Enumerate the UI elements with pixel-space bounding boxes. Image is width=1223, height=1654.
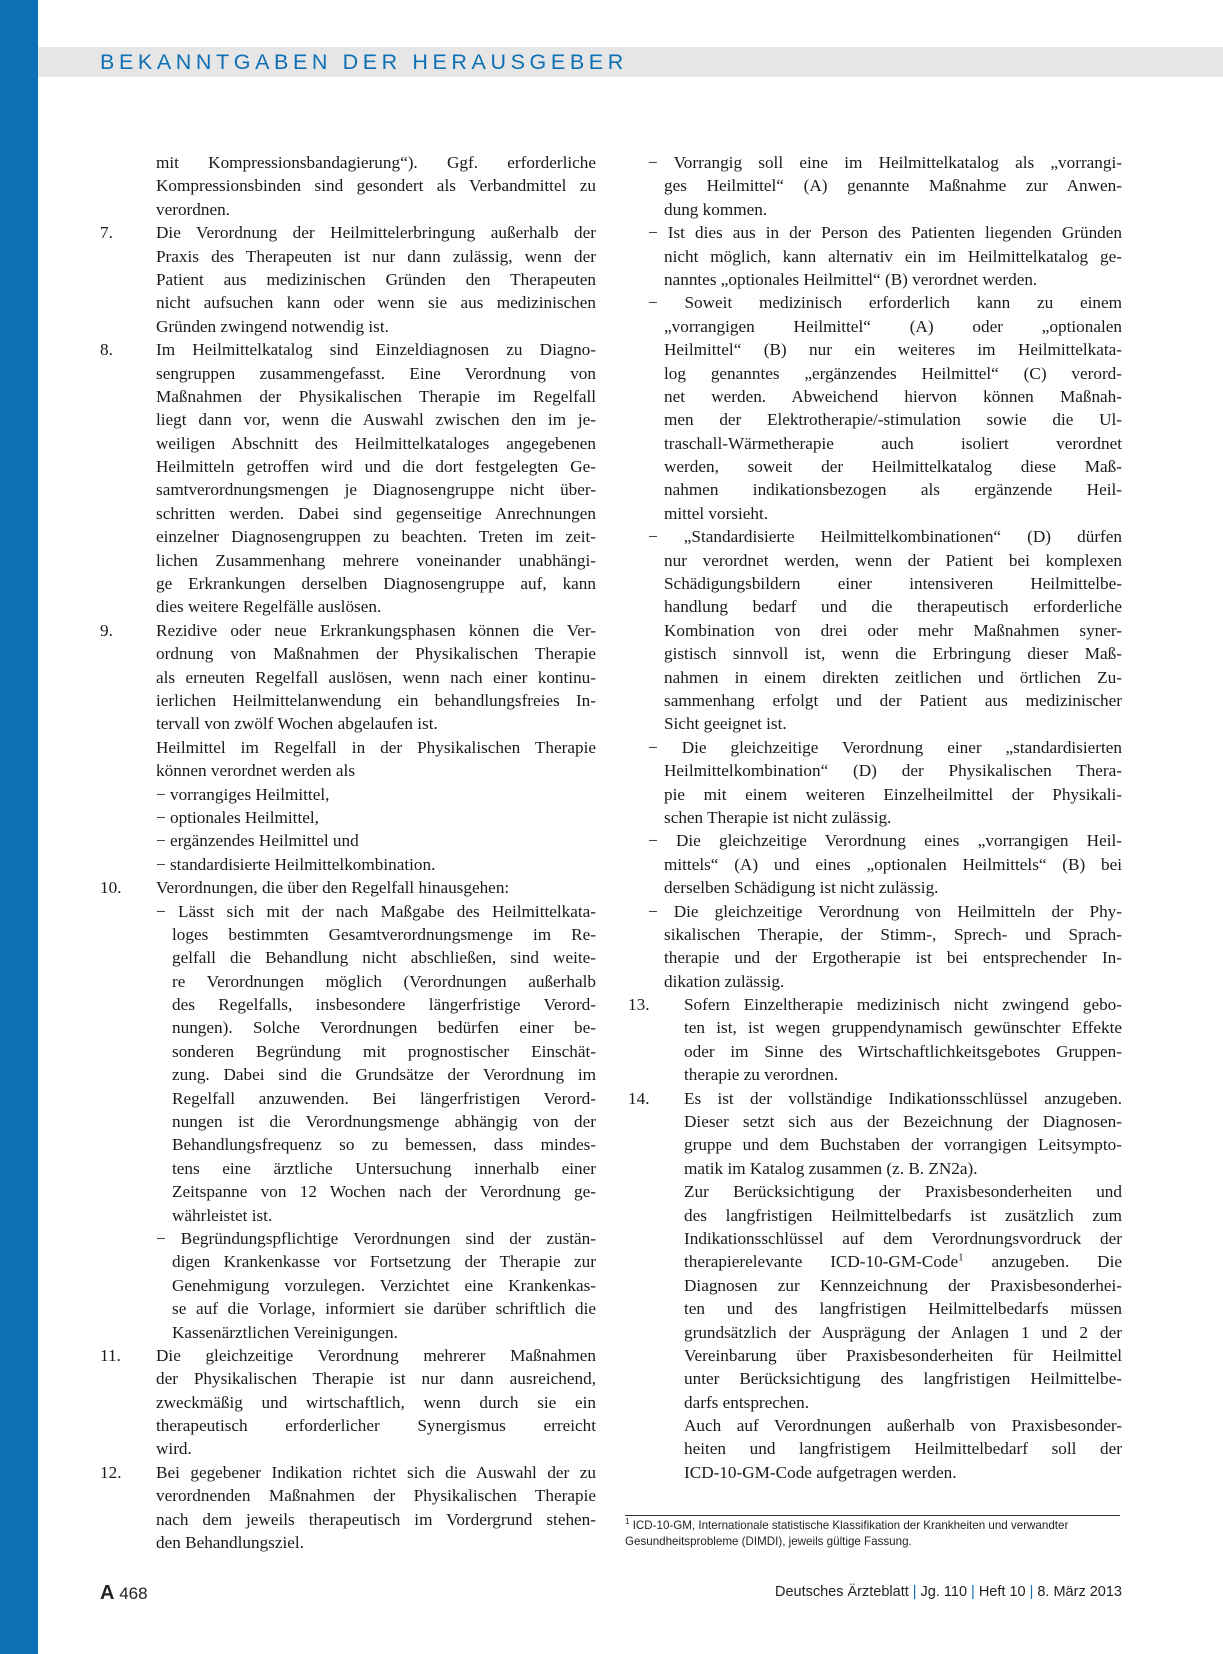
- journal-date: 8. März 2013: [1037, 1584, 1122, 1600]
- text-line: [628, 1180, 1122, 1203]
- line-text: nahmen indikationsbezogen als ergänzende Heil-: [664, 480, 1122, 500]
- line-text: zung. Dabei sind die Grundsätze der Verordnung im: [172, 1065, 596, 1085]
- text-line: [628, 642, 1122, 665]
- text-line: [628, 712, 1122, 735]
- text-line: [100, 1063, 596, 1086]
- text-line: [100, 1508, 596, 1531]
- text-line: [628, 759, 1122, 782]
- text-line: [100, 1367, 596, 1390]
- text-line: [100, 783, 596, 806]
- line-text: Diagnosen zur Kennzeichnung der Praxisbesonderhei-: [684, 1275, 1122, 1295]
- line-text: ten und des langfristigen Heilmittelbedarfs müssen: [684, 1299, 1122, 1319]
- text-line: [628, 1274, 1122, 1297]
- line-text: dung kommen.: [664, 199, 768, 219]
- line-text: − Vorrangig soll eine im Heilmittelkatalog als „vorrangi-: [648, 153, 1122, 172]
- item-number: 11.: [100, 1345, 121, 1365]
- line-text: verordnenden Maßnahmen der Physikalischen Therapie: [156, 1486, 596, 1506]
- line-text: Die gleichzeitige Verordnung mehrerer Maßnahmen: [156, 1345, 596, 1365]
- line-text: − Begründungspflichtige Verordnungen sind der zustän-: [156, 1228, 596, 1248]
- line-text: Indikationsschlüssel auf dem Verordnungsvordruck der: [684, 1228, 1122, 1248]
- text-line: [628, 619, 1122, 642]
- item-number: 7.: [100, 223, 113, 243]
- text-line: [100, 1087, 596, 1110]
- line-text: Kombination von drei oder mehr Maßnahmen syner-: [664, 620, 1122, 640]
- line-text: weiligen Abschnitt des Heilmittelkataloges angegebenen: [156, 433, 596, 453]
- item-number: 8.: [100, 340, 113, 360]
- line-text: re Verordnungen möglich (Verordnungen außerhalb: [172, 971, 596, 991]
- text-line: [628, 1391, 1122, 1414]
- line-text: schritten werden. Dabei sind gegenseitige Anrechnungen: [156, 503, 596, 523]
- text-line: [628, 315, 1122, 338]
- line-text: therapie zu verordnen.: [684, 1065, 839, 1085]
- left-column: [100, 151, 596, 1554]
- text-line: [100, 642, 596, 665]
- text-line: [100, 736, 596, 759]
- text-line: [100, 806, 596, 829]
- line-text: Heilmittel im Regelfall in der Physikalischen Therapie: [156, 737, 596, 757]
- page-prefix: A: [100, 1582, 115, 1604]
- line-text: se auf die Vorlage, informiert sie darüber schriftlich die: [172, 1299, 596, 1319]
- text-line: [100, 362, 596, 385]
- text-line: [100, 689, 596, 712]
- text-line: [100, 666, 596, 689]
- text-line: [100, 712, 596, 735]
- line-text: ordnung von Maßnahmen der Physikalischen Therapie: [156, 644, 596, 664]
- text-line: [628, 946, 1122, 969]
- line-text: Es ist der vollständige Indikationsschlüssel anzugeben.: [684, 1088, 1122, 1108]
- line-text: derselben Schädigung ist nicht zulässig.: [664, 878, 939, 898]
- section-title: BEKANNTGABEN DER HERAUSGEBER: [100, 50, 628, 74]
- line-text: − Lässt sich mit der nach Maßgabe des Heilmittelkata-: [156, 901, 596, 921]
- text-line: [628, 1297, 1122, 1320]
- line-text: − Die gleichzeitige Verordnung von Heilmitteln der Phy-: [648, 901, 1122, 921]
- text-line: [100, 853, 596, 876]
- text-line: [100, 1204, 596, 1227]
- text-line: [100, 478, 596, 501]
- text-line: [100, 1180, 596, 1203]
- line-text: Heilmittel“ (B) nur ein weiteres im Heilmittelkata-: [664, 340, 1122, 360]
- text-line: [628, 1063, 1122, 1086]
- text-line: [628, 1133, 1122, 1156]
- text-line: [100, 291, 596, 314]
- text-line: [628, 362, 1122, 385]
- line-text: währleistet ist.: [172, 1205, 273, 1225]
- text-line: [100, 595, 596, 618]
- text-line: [100, 174, 596, 197]
- text-line: [100, 525, 596, 548]
- text-line: [100, 315, 596, 338]
- line-text: wird.: [156, 1439, 192, 1459]
- line-text: gistisch sinnvoll ist, wenn die Erbringung dieser Maß-: [664, 644, 1122, 664]
- text-line: [100, 338, 596, 361]
- line-text: lichen Zusammenhang mehrere voneinander unabhängi-: [156, 550, 596, 570]
- line-text: Behandlungsfrequenz so zu bemessen, dass mindes-: [172, 1135, 596, 1155]
- line-text: Patient aus medizinischen Gründen den Therapeuten: [156, 269, 596, 289]
- page-number-value: 468: [119, 1584, 148, 1603]
- line-text: − standardisierte Heilmittelkombination.: [156, 854, 436, 874]
- line-text: Auch auf Verordnungen außerhalb von Praxisbesonder-: [684, 1416, 1122, 1436]
- text-line: [628, 1016, 1122, 1039]
- text-line: [100, 1250, 596, 1273]
- right-column: [628, 151, 1122, 1484]
- line-text: des langfristigen Heilmittelbedarfs ist zusätzlich zum: [684, 1205, 1122, 1225]
- line-text: ge Erkrankungen derselben Diagnosengruppe auf, kann: [156, 574, 596, 594]
- line-text: den Behandlungsziel.: [156, 1533, 304, 1553]
- text-line: [628, 1437, 1122, 1460]
- line-text: nungen). Solche Verordnungen bedürfen einer be-: [172, 1018, 596, 1038]
- line-text: Zur Berücksichtigung der Praxisbesonderheiten und: [684, 1182, 1122, 1202]
- text-line: [628, 408, 1122, 431]
- text-line: [100, 151, 596, 174]
- text-line: [628, 1204, 1122, 1227]
- line-text: verordnen.: [156, 199, 230, 219]
- text-line: [628, 806, 1122, 829]
- line-text: unter Berücksichtigung des langfristigen Heilmittelbe-: [684, 1369, 1122, 1389]
- text-line: [628, 291, 1122, 314]
- text-line: [628, 338, 1122, 361]
- line-text: handlung bedarf und die therapeutisch erforderliche: [664, 597, 1122, 617]
- text-line: [100, 432, 596, 455]
- footnote-rule: [625, 1515, 1120, 1516]
- line-text: dies weitere Regelfälle auslösen.: [156, 597, 382, 617]
- line-text: therapeutisch erforderlicher Synergismus erreicht: [156, 1416, 596, 1436]
- line-text: Im Heilmittelkatalog sind Einzeldiagnosen zu Diagno-: [156, 340, 596, 360]
- line-text: tervall von zwölf Wochen abgelaufen ist.: [156, 714, 438, 734]
- accent-side-bar: [0, 0, 38, 1654]
- text-line: [628, 900, 1122, 923]
- text-line: [100, 1110, 596, 1133]
- line-text: − Ist dies aus in der Person des Patienten liegenden Gründen: [648, 223, 1122, 243]
- text-line: [100, 1461, 596, 1484]
- journal-name: Deutsches Ärzteblatt: [774, 1584, 909, 1600]
- line-text: − ergänzendes Heilmittel und: [156, 831, 359, 851]
- line-text: schen Therapie ist nicht zulässig.: [664, 807, 892, 827]
- line-text: therapierelevante ICD-10-GM-Code$^1$ anzugeben. Die: [684, 1251, 1122, 1272]
- line-text: Gründen zwingend notwendig ist.: [156, 316, 389, 336]
- line-text: als erneuten Regelfall auslösen, wenn nach einer kontinu-: [156, 667, 596, 687]
- line-text: − Die gleichzeitige Verordnung einer „standardisierten: [648, 737, 1122, 757]
- line-text: Genehmigung vorzulegen. Verzichtet eine Krankenkas-: [172, 1275, 596, 1295]
- line-text: heiten und langfristigem Heilmittelbedarf soll der: [684, 1439, 1122, 1459]
- journal-volume: Jg. 110: [920, 1584, 968, 1600]
- text-line: [100, 1274, 596, 1297]
- line-text: Kassenärztlichen Vereinigungen.: [172, 1322, 398, 1342]
- line-text: ICD-10-GM-Code aufgetragen werden.: [684, 1462, 957, 1482]
- text-line: [628, 502, 1122, 525]
- line-text: pie mit einem weiteren Einzelheilmittel der Physikali-: [664, 784, 1122, 804]
- footnote-reference: 1: [958, 1251, 964, 1264]
- text-line: [628, 993, 1122, 1016]
- line-text: Heilmitteln getroffen wird und die dort festgelegten Ge-: [156, 457, 596, 477]
- text-line: [628, 1157, 1122, 1180]
- text-line: [628, 783, 1122, 806]
- text-line: [628, 432, 1122, 455]
- line-text: Rezidive oder neue Erkrankungsphasen können die Ver-: [156, 620, 596, 640]
- text-line: [100, 549, 596, 572]
- text-line: [628, 1461, 1122, 1484]
- text-line: [100, 1157, 596, 1180]
- line-text: Kompressionsbinden sind gesondert als Verbandmittel zu: [156, 176, 596, 196]
- line-text: digen Krankenkasse vor Fortsetzung der Therapie zur: [172, 1252, 596, 1272]
- text-line: [628, 595, 1122, 618]
- text-line: [100, 829, 596, 852]
- text-line: [100, 245, 596, 268]
- line-text: „vorrangigen Heilmittel“ (A) oder „optionalen: [664, 316, 1122, 336]
- line-text: Praxis des Therapeuten ist nur dann zulässig, wenn der: [156, 246, 596, 266]
- text-line: [628, 829, 1122, 852]
- text-line: [628, 736, 1122, 759]
- line-text: darfs entsprechen.: [684, 1392, 810, 1412]
- text-line: [628, 853, 1122, 876]
- text-line: [628, 221, 1122, 244]
- line-text: traschall-Wärmetherapie auch isoliert verordnet: [664, 433, 1122, 453]
- text-line: [100, 1227, 596, 1250]
- separator: |: [1029, 1584, 1034, 1600]
- line-text: Regelfall anzuwenden. Bei längerfristigen Verord-: [172, 1088, 596, 1108]
- journal-info: [775, 1584, 1122, 1600]
- line-text: Zeitspanne von 12 Wochen nach der Verordnung ge-: [172, 1182, 596, 1202]
- item-number: 13.: [628, 995, 650, 1015]
- line-text: sonderen Begründung mit prognostischer Einschät-: [172, 1041, 596, 1061]
- text-line: [628, 923, 1122, 946]
- text-line: [628, 572, 1122, 595]
- line-text: nicht möglich, kann alternativ ein im Heilmittelkatalog ge-: [664, 246, 1122, 266]
- text-line: [628, 245, 1122, 268]
- line-text: nach dem jeweils therapeutisch im Vordergrund stehen-: [156, 1509, 596, 1529]
- line-text: log genanntes „ergänzendes Heilmittel“ (C) verord-: [664, 363, 1122, 383]
- line-text: nahmen in einem direkten zeitlichen und örtlichen Zu-: [664, 667, 1122, 687]
- text-line: [628, 666, 1122, 689]
- line-text: Verordnungen, die über den Regelfall hinausgehen:: [156, 878, 510, 898]
- line-text: mittel vorsieht.: [664, 503, 769, 523]
- line-text: Bei gegebener Indikation richtet sich die Auswahl der zu: [156, 1462, 596, 1482]
- line-text: ierlichen Heilmittelanwendung ein behandlungsfreies In-: [156, 690, 596, 710]
- line-text: gelfall die Behandlung nicht abschließen, sind weite-: [172, 948, 596, 968]
- line-text: einzelner Diagnosengruppen zu beachten. Treten im zeit-: [156, 527, 596, 547]
- line-text: gruppe und dem Buchstaben der vorrangigen Leitsympto-: [684, 1135, 1122, 1155]
- line-text: Maßnahmen der Physikalischen Therapie im Regelfall: [156, 386, 596, 406]
- text-line: [100, 993, 596, 1016]
- text-line: [628, 525, 1122, 548]
- line-text: sikalischen Therapie, der Stimm-, Sprech- und Sprach-: [664, 924, 1122, 944]
- text-line: [628, 455, 1122, 478]
- text-line: [100, 923, 596, 946]
- separator: |: [971, 1584, 975, 1600]
- text-line: [100, 385, 596, 408]
- line-text: Heilmittelkombination“ (D) der Physikalischen Thera-: [664, 761, 1122, 781]
- text-line: [628, 174, 1122, 197]
- line-text: Sicht geeignet ist.: [664, 714, 787, 734]
- line-text: − vorrangiges Heilmittel,: [156, 784, 330, 804]
- text-line: [628, 198, 1122, 221]
- line-text: Vereinbarung über Praxisbesonderheiten für Heilmittel: [684, 1345, 1122, 1365]
- item-number: 9.: [100, 620, 113, 640]
- text-line: [100, 221, 596, 244]
- line-text: Sofern Einzeltherapie medizinisch nicht zwingend gebo-: [684, 995, 1122, 1015]
- text-line: [100, 970, 596, 993]
- line-text: sengruppen zusammengefasst. Eine Verordnung von: [156, 363, 596, 383]
- footnote-line: ICD-10-GM, Internationale statistische Klassifikation der Krankheiten und verwandter: [632, 1519, 1069, 1532]
- text-line: [628, 876, 1122, 899]
- page-number: [100, 1582, 148, 1605]
- line-text: des Regelfalls, insbesondere längerfristige Verord-: [172, 995, 596, 1015]
- text-line: [100, 619, 596, 642]
- text-line: [628, 1110, 1122, 1133]
- text-line: [100, 198, 596, 221]
- line-text: Die Verordnung der Heilmittelerbringung außerhalb der: [156, 223, 596, 243]
- text-line: [628, 1227, 1122, 1250]
- line-text: loges bestimmten Gesamtverordnungsmenge im Re-: [172, 924, 596, 944]
- text-line: [100, 502, 596, 525]
- text-line: [628, 1344, 1122, 1367]
- footnote-line: Gesundheitsprobleme (DIMDI), jeweils gültige Fassung.: [625, 1534, 912, 1548]
- text-line: [628, 1367, 1122, 1390]
- line-text: nur verordnet werden, wenn der Patient bei komplexen: [664, 550, 1122, 570]
- line-text: dikation zulässig.: [664, 971, 785, 991]
- text-line: [628, 1040, 1122, 1063]
- line-text: ges Heilmittel“ (A) genannte Maßnahme zur Anwen-: [664, 176, 1122, 196]
- text-line: [100, 1531, 596, 1554]
- line-text: tens eine ärztliche Untersuchung innerhalb einer: [172, 1158, 596, 1178]
- text-line: [100, 1484, 596, 1507]
- text-line: [628, 385, 1122, 408]
- text-line: [100, 1321, 596, 1344]
- footnote-marker: 1: [625, 1517, 630, 1527]
- text-line: [100, 1437, 596, 1460]
- text-line: [100, 408, 596, 431]
- text-line: [100, 1016, 596, 1039]
- line-text: − „Standardisierte Heilmittelkombinationen“ (D) dürfen: [648, 527, 1122, 547]
- line-text: sammenhang erfolgt und der Patient aus medizinischer: [664, 690, 1122, 710]
- line-text: − Soweit medizinisch erforderlich kann zu einem: [648, 293, 1122, 313]
- line-text: grundsätzlich der Ausprägung der Anlagen 1 und 2 der: [684, 1322, 1122, 1342]
- item-number: 14.: [628, 1088, 650, 1108]
- text-line: [100, 900, 596, 923]
- line-text: − Die gleichzeitige Verordnung eines „vorrangigen Heil-: [648, 831, 1122, 851]
- line-text: men der Elektrotherapie/-stimulation sowie die Ul-: [664, 410, 1122, 430]
- text-line: [100, 1391, 596, 1414]
- line-text: samtverordnungsmengen je Diagnosengruppe nicht über-: [156, 480, 596, 500]
- item-number: 10.: [100, 878, 122, 898]
- line-text: mittels“ (A) und eines „optionalen Heilmittels“ (B) bei: [664, 854, 1122, 874]
- line-text: net werden. Abweichend hiervon können Maßnah-: [664, 386, 1122, 406]
- text-line: [100, 455, 596, 478]
- line-text: zweckmäßig und wirtschaftlich, wenn durch sie ein: [156, 1392, 596, 1412]
- text-line: [628, 549, 1122, 572]
- line-text: nanntes „optionales Heilmittel“ (B) verordnet werden.: [664, 269, 1038, 289]
- line-text: Dieser setzt sich aus der Bezeichnung der Diagnosen-: [684, 1112, 1122, 1132]
- separator: |: [912, 1584, 917, 1600]
- line-text: oder im Sinne des Wirtschaftlichkeitsgebotes Gruppen-: [684, 1041, 1122, 1061]
- text-line: [628, 478, 1122, 501]
- text-line: [628, 1250, 1122, 1273]
- line-text: therapie und der Ergotherapie ist bei entsprechender In-: [664, 948, 1122, 968]
- text-line: [100, 946, 596, 969]
- text-line: [628, 151, 1122, 174]
- text-line: [100, 1414, 596, 1437]
- text-line: [100, 268, 596, 291]
- footnote: [625, 1518, 1120, 1549]
- line-text: ten ist, ist wegen gruppendynamisch gewünschter Effekte: [684, 1018, 1122, 1038]
- text-line: [100, 876, 596, 899]
- line-text: Schädigungsbildern einer intensiveren Heilmittelbe-: [664, 574, 1122, 594]
- text-line: [100, 1133, 596, 1156]
- line-text: der Physikalischen Therapie ist nur dann ausreichend,: [156, 1369, 596, 1389]
- item-number: 12.: [100, 1462, 122, 1482]
- text-line: [628, 970, 1122, 993]
- journal-issue: Heft 10: [978, 1584, 1026, 1600]
- text-line: [100, 1344, 596, 1367]
- line-text: − optionales Heilmittel,: [156, 807, 319, 827]
- text-line: [100, 1297, 596, 1320]
- line-text: matik im Katalog zusammen (z. B. ZN2a).: [684, 1158, 978, 1178]
- text-line: [628, 1321, 1122, 1344]
- line-text: mit Kompressionsbandagierung“). Ggf. erforderliche: [156, 153, 596, 172]
- text-line: [100, 1040, 596, 1063]
- line-text: werden, soweit der Heilmittelkatalog diese Maß-: [664, 457, 1122, 477]
- text-line: [628, 689, 1122, 712]
- text-line: [628, 268, 1122, 291]
- line-text: nicht aufsuchen kann oder wenn sie aus medizinischen: [156, 293, 596, 313]
- text-line: [100, 572, 596, 595]
- line-text: liegt dann vor, wenn die Auswahl zwischen den im je-: [156, 410, 596, 430]
- text-line: [628, 1414, 1122, 1437]
- text-line: [628, 1087, 1122, 1110]
- line-text: können verordnet werden als: [156, 761, 356, 781]
- line-text: nungen ist die Verordnungsmenge abhängig von der: [172, 1112, 596, 1132]
- text-line: [100, 759, 596, 782]
